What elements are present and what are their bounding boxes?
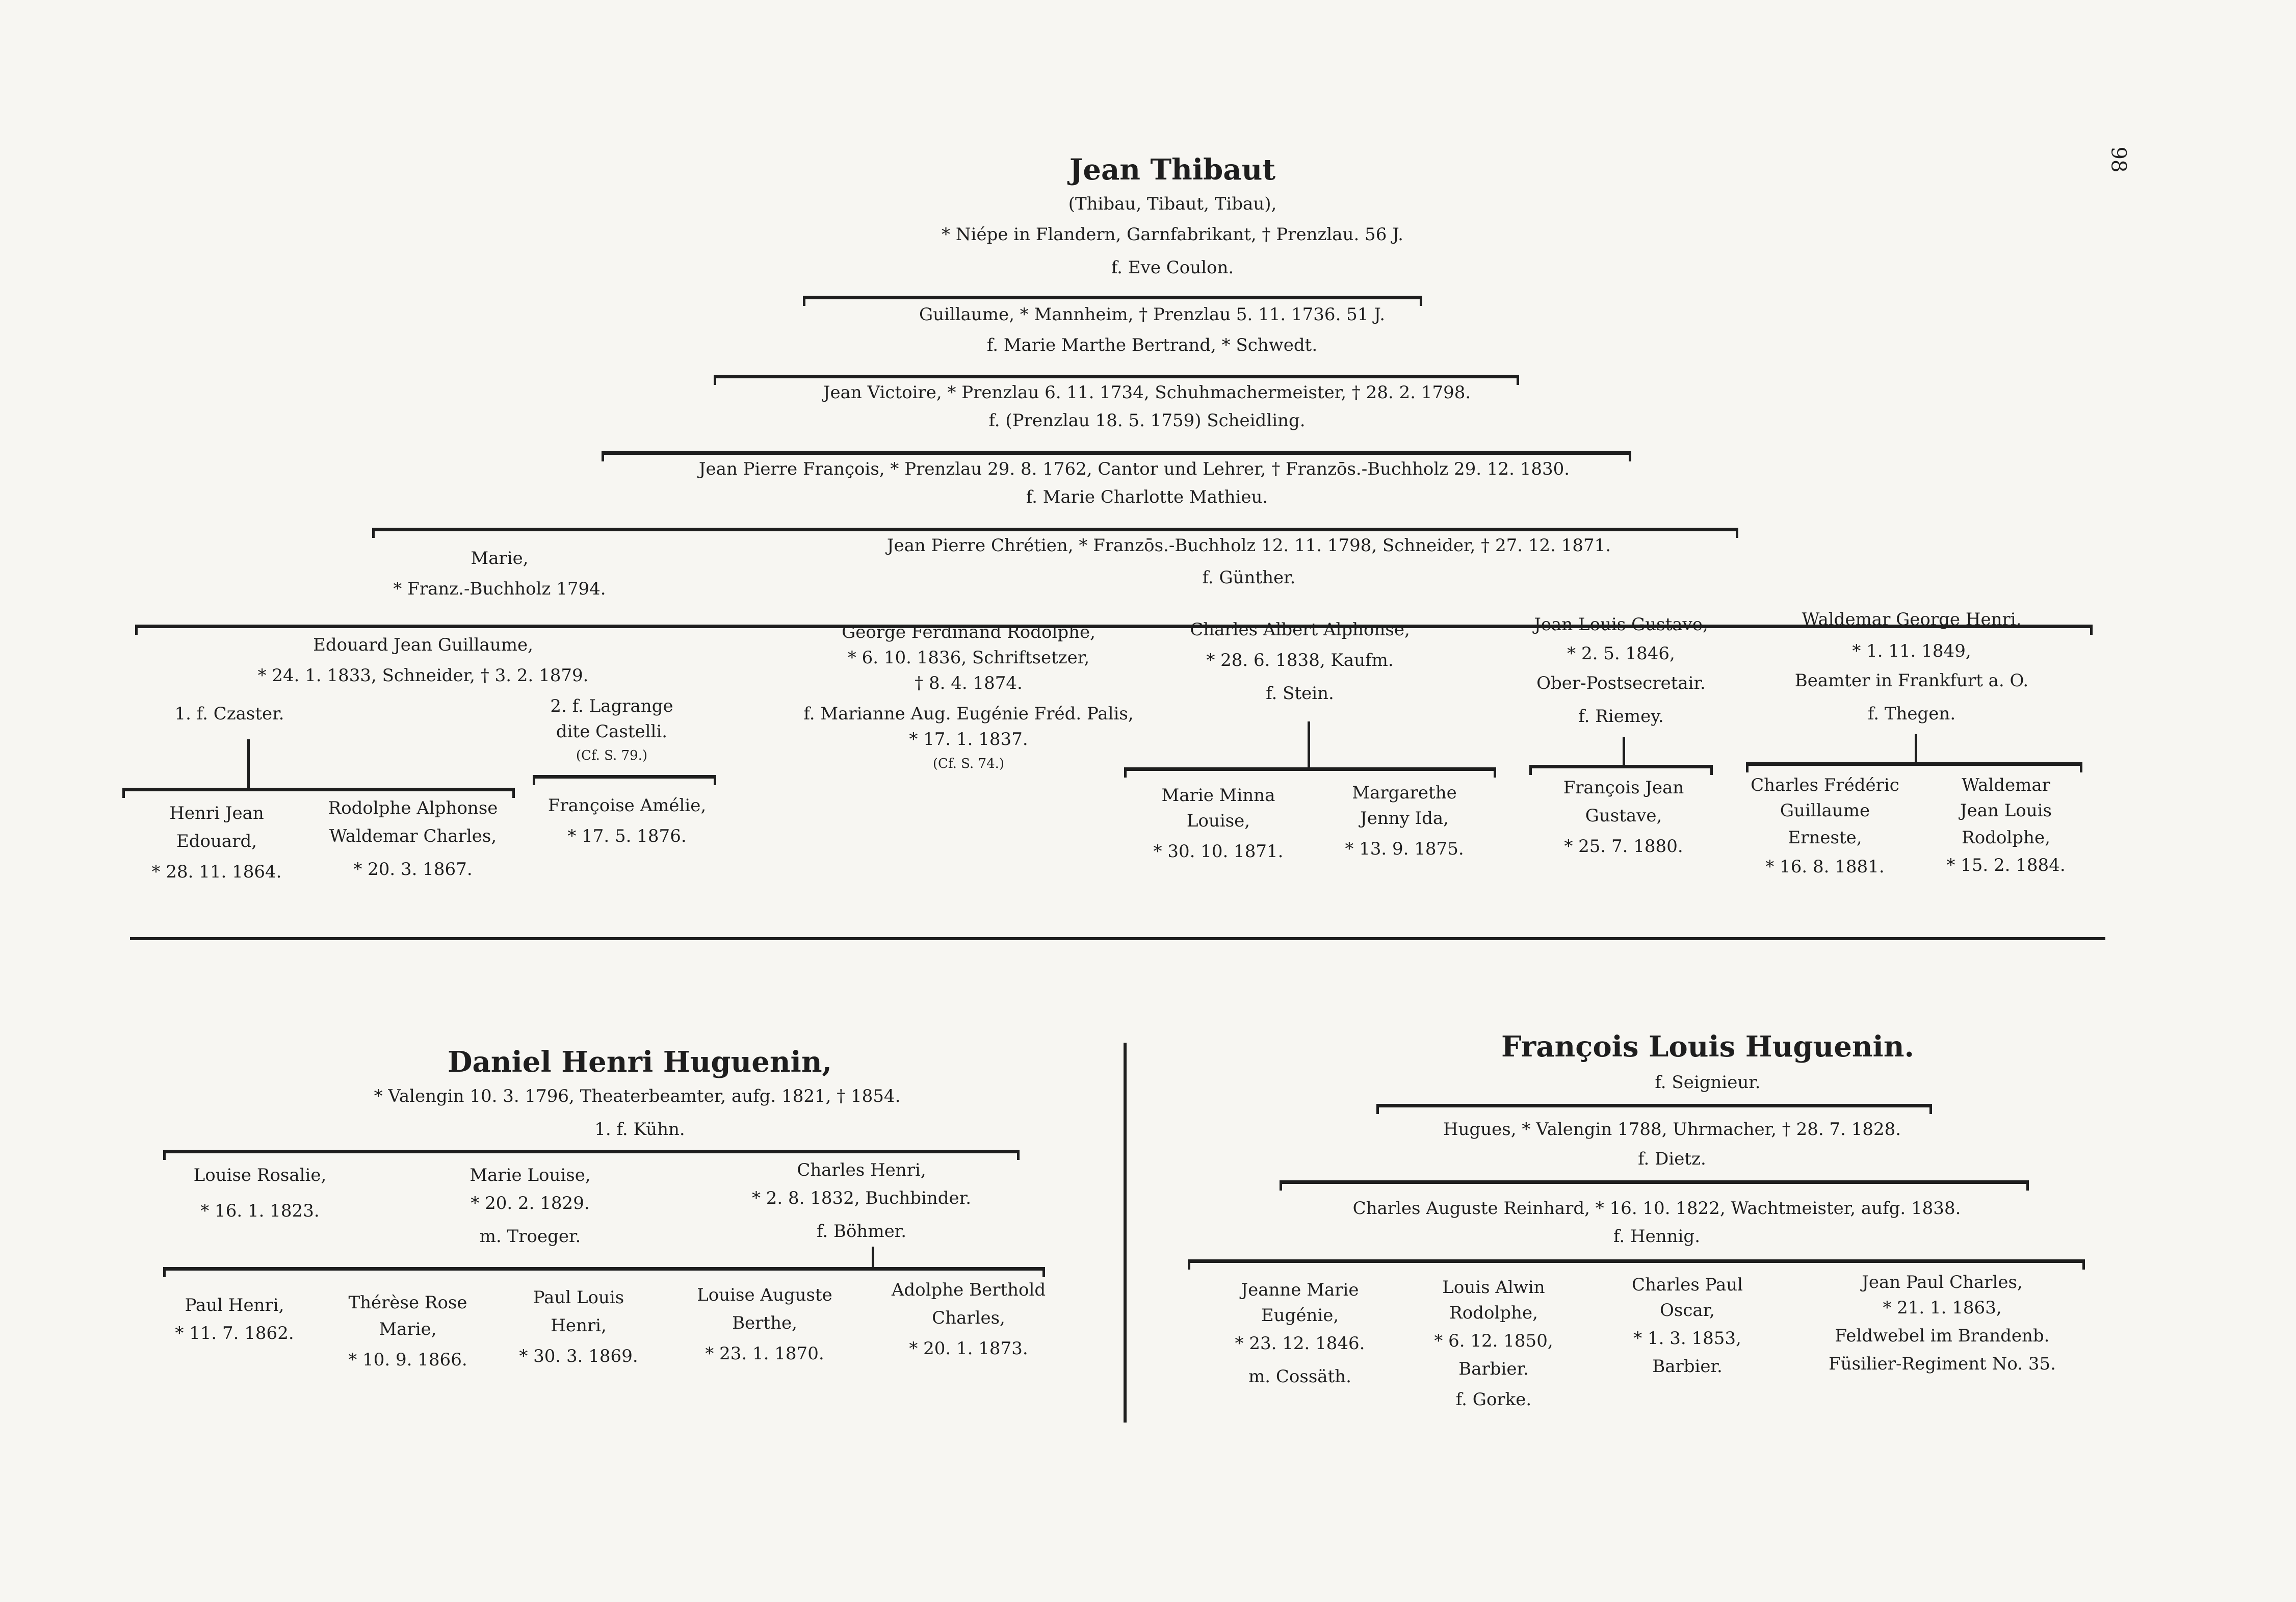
adolphe-birth: * 20. 1. 1873.	[909, 1338, 1028, 1359]
jean-pierre-francois-line1: Jean Pierre François, * Prenzlau 29. 8. 1762, Cantor und Lehrer, † Franzōs.-Buchholz 29. 12. 1830.	[698, 459, 1570, 479]
jean-paul-name: Jean Paul Charles,	[1862, 1272, 2023, 1293]
george-line2: * 6. 10. 1836, Schriftsetzer,	[847, 648, 1090, 668]
charles-auguste-line2: f. Hennig.	[1613, 1226, 1700, 1247]
louise-auguste-name2: Berthe,	[732, 1313, 797, 1333]
jeanne-husband: m. Cossäth.	[1248, 1366, 1351, 1387]
louis-alwin-job: Barbier.	[1458, 1359, 1529, 1379]
henri-jean-name2: Edouard,	[176, 831, 257, 851]
louise-auguste-name: Louise Auguste	[697, 1285, 832, 1305]
charles-albert-birth: * 28. 6. 1838, Kaufm.	[1206, 650, 1394, 670]
thibaut-wife: f. Eve Coulon.	[1111, 257, 1234, 278]
george-line1: George Ferdinand Rodolphe,	[842, 622, 1095, 642]
guillaume-line1: Guillaume, * Mannheim, † Prenzlau 5. 11. 1736. 51 J.	[919, 304, 1386, 325]
jean-pierre-chretien-line1: Jean Pierre Chrétien, * Franzōs.-Buchholz 12. 11. 1798, Schneider, † 27. 12. 1871.	[886, 535, 1611, 556]
brace-edouard-wife1	[122, 788, 515, 791]
marie-minna-name2: Louise,	[1186, 811, 1250, 831]
vertical-separator	[1124, 1043, 1127, 1423]
adolphe-name2: Charles,	[932, 1308, 1005, 1328]
margarethe-name: Margarethe	[1352, 783, 1457, 803]
thibaut-name: Jean Thibaut	[1069, 153, 1276, 187]
thibaut-variants: (Thibau, Tibaut, Tibau),	[1068, 194, 1277, 214]
brace-gen1	[803, 296, 1422, 299]
rodolphe-alphonse-name: Rodolphe Alphonse	[328, 798, 498, 818]
henri-jean-birth: * 28. 11. 1864.	[151, 862, 282, 882]
waldemar-jean-name3: Rodolphe,	[1962, 828, 2050, 848]
brace-charles-auguste	[1188, 1259, 2085, 1263]
waldemar-jean-name2: Jean Louis	[1960, 800, 2052, 821]
therese-name2: Marie,	[379, 1319, 437, 1339]
paul-louis-name: Paul Louis	[533, 1287, 624, 1308]
marie-minna-birth: * 30. 10. 1871.	[1153, 841, 1284, 862]
waldemar-jean-name: Waldemar	[1962, 775, 2050, 795]
guillaume-line2: f. Marie Marthe Bertrand, * Schwedt.	[986, 335, 1318, 355]
louise-rosalie-name: Louise Rosalie,	[193, 1165, 327, 1185]
paul-henri-birth: * 11. 7. 1862.	[175, 1323, 294, 1343]
charles-albert-wife: f. Stein.	[1266, 683, 1334, 704]
edouard-wife1: 1. f. Czaster.	[174, 704, 284, 724]
edouard-line1: Edouard Jean Guillaume,	[313, 635, 533, 655]
henri-jean-name: Henri Jean	[169, 803, 264, 823]
francois-wife: f. Seignieur.	[1655, 1072, 1761, 1093]
charles-henri-birth: * 2. 8. 1832, Buchbinder.	[751, 1188, 971, 1208]
jeanne-name2: Eugénie,	[1261, 1305, 1339, 1326]
jean-louis-gustave-wife: f. Riemey.	[1578, 706, 1664, 727]
louise-auguste-birth: * 23. 1. 1870.	[705, 1343, 824, 1364]
edouard-descent	[247, 739, 250, 788]
charles-albert-descent	[1308, 721, 1310, 767]
jean-louis-gustave-descent	[1623, 737, 1625, 765]
daniel-line2: 1. f. Kühn.	[594, 1119, 685, 1140]
brace-hugues	[1280, 1180, 2029, 1184]
waldemar-jean-birth: * 15. 2. 1884.	[1946, 855, 2066, 875]
margarethe-name2: Jenny Ida,	[1360, 808, 1449, 829]
louise-rosalie-birth: * 16. 1. 1823.	[200, 1201, 320, 1221]
brace-gen3	[602, 451, 1631, 455]
edouard-line2: * 24. 1. 1833, Schneider, † 3. 2. 1879.	[257, 665, 589, 686]
charles-henri-name: Charles Henri,	[797, 1160, 926, 1180]
brace-daniel	[163, 1150, 1020, 1153]
thibaut-birth: * Niépe in Flandern, Garnfabrikant, † Prenzlau. 56 J.	[942, 224, 1403, 245]
brace-charles-henri	[163, 1267, 1045, 1271]
francois-jean-birth: * 25. 7. 1880.	[1564, 836, 1683, 857]
jean-paul-birth: * 21. 1. 1863,	[1883, 1298, 2002, 1318]
paul-louis-birth: * 30. 3. 1869.	[519, 1346, 638, 1366]
charles-frederic-name2: Guillaume	[1780, 800, 1870, 821]
jean-louis-gustave-birth: * 2. 5. 1846,	[1567, 643, 1675, 664]
charles-paul-name2: Oscar,	[1660, 1300, 1715, 1321]
hugues-line1: Hugues, * Valengin 1788, Uhrmacher, † 28. 7. 1828.	[1443, 1119, 1901, 1140]
paul-henri-name: Paul Henri,	[185, 1295, 284, 1315]
waldemar-george-birth: * 1. 11. 1849,	[1852, 641, 1971, 661]
marie-louise-husband: m. Troeger.	[479, 1226, 581, 1247]
jean-paul-regiment: Füsilier-Regiment No. 35.	[1829, 1354, 2056, 1374]
edouard-wife2-ref: (Cf. S. 79.)	[576, 748, 648, 763]
daniel-line1: * Valengin 10. 3. 1796, Theaterbeamter, aufg. 1821, † 1854.	[374, 1086, 901, 1106]
charles-frederic-name3: Erneste,	[1788, 828, 1862, 848]
george-ref: (Cf. S. 74.)	[932, 756, 1005, 771]
jean-pierre-chretien-line2: f. Günther.	[1202, 567, 1296, 588]
jean-paul-job: Feldwebel im Brandenb.	[1835, 1326, 2050, 1346]
jean-victoire-line1: Jean Victoire, * Prenzlau 6. 11. 1734, Schuhmachermeister, † 28. 2. 1798.	[823, 382, 1471, 403]
jean-pierre-francois-line2: f. Marie Charlotte Mathieu.	[1026, 487, 1268, 507]
george-line5: * 17. 1. 1837.	[909, 729, 1028, 750]
charles-paul-birth: * 1. 3. 1853,	[1633, 1328, 1741, 1349]
louis-alwin-name: Louis Alwin	[1442, 1277, 1545, 1298]
waldemar-george-job: Beamter in Frankfurt a. O.	[1794, 670, 2029, 691]
jeanne-birth: * 23. 12. 1846.	[1235, 1333, 1365, 1354]
jean-louis-gustave-job: Ober-Postsecretair.	[1536, 673, 1706, 693]
marie-line1: Marie,	[471, 548, 529, 569]
marie-louise-name: Marie Louise,	[469, 1165, 591, 1185]
francoise-amelie-birth: * 17. 5. 1876.	[567, 826, 687, 846]
louis-alwin-birth: * 6. 12. 1850,	[1434, 1331, 1553, 1351]
charles-albert-name: Charles Albert Alphonse,	[1190, 619, 1410, 640]
brace-edouard-wife2	[533, 775, 716, 779]
brace-charles-albert	[1124, 767, 1496, 771]
louis-alwin-wife: f. Gorke.	[1455, 1389, 1532, 1410]
brace-gen4	[372, 528, 1738, 531]
brace-francois	[1376, 1104, 1932, 1107]
francois-jean-name: François Jean	[1563, 778, 1684, 798]
jean-louis-gustave-name: Jean Louis Gustave,	[1534, 614, 1708, 635]
waldemar-george-name: Waldemar George Henri,	[1802, 609, 2022, 630]
jeanne-name: Jeanne Marie	[1241, 1280, 1359, 1300]
paul-louis-name2: Henri,	[551, 1315, 607, 1336]
george-line3: † 8. 4. 1874.	[915, 673, 1023, 693]
francoise-amelie-name: Françoise Amélie,	[547, 795, 707, 816]
daniel-name: Daniel Henri Huguenin,	[447, 1045, 832, 1079]
brace-waldemar-george	[1746, 762, 2082, 766]
brace-gen2	[714, 375, 1519, 378]
rodolphe-alphonse-birth: * 20. 3. 1867.	[353, 859, 473, 880]
charles-henri-descent	[872, 1247, 874, 1267]
marie-louise-birth: * 20. 2. 1829.	[471, 1193, 590, 1213]
horizontal-separator	[130, 937, 2105, 940]
marie-line2: * Franz.-Buchholz 1794.	[393, 579, 606, 599]
therese-name: Thérèse Rose	[348, 1293, 467, 1313]
charles-frederic-name: Charles Frédéric	[1751, 775, 1899, 795]
brace-jean-louis-gustave	[1529, 765, 1713, 768]
waldemar-george-wife: f. Thegen.	[1867, 704, 1956, 724]
charles-paul-job: Barbier.	[1652, 1356, 1723, 1377]
louis-alwin-name2: Rodolphe,	[1449, 1303, 1538, 1323]
rodolphe-alphonse-name2: Waldemar Charles,	[329, 826, 497, 846]
margarethe-birth: * 13. 9. 1875.	[1345, 839, 1464, 859]
charles-henri-wife: f. Böhmer.	[816, 1221, 907, 1242]
charles-paul-name: Charles Paul	[1631, 1275, 1743, 1295]
hugues-line2: f. Dietz.	[1638, 1149, 1706, 1169]
marie-minna-name: Marie Minna	[1161, 785, 1275, 806]
therese-birth: * 10. 9. 1866.	[348, 1350, 467, 1370]
edouard-wife2-line1: 2. f. Lagrange	[550, 696, 673, 716]
francois-jean-name2: Gustave,	[1585, 806, 1662, 826]
waldemar-george-descent	[1915, 734, 1917, 762]
edouard-wife2-line2: dite Castelli.	[556, 721, 668, 742]
adolphe-name: Adolphe Berthold	[891, 1280, 1046, 1300]
charles-frederic-birth: * 16. 8. 1881.	[1765, 857, 1885, 877]
charles-auguste-line1: Charles Auguste Reinhard, * 16. 10. 1822, Wachtmeister, aufg. 1838.	[1352, 1198, 1961, 1219]
francois-name: François Louis Huguenin.	[1501, 1030, 1915, 1064]
george-line4: f. Marianne Aug. Eugénie Fréd. Palis,	[803, 704, 1134, 724]
page-number: 98	[2106, 146, 2130, 173]
jean-victoire-line2: f. (Prenzlau 18. 5. 1759) Scheidling.	[988, 410, 1306, 431]
